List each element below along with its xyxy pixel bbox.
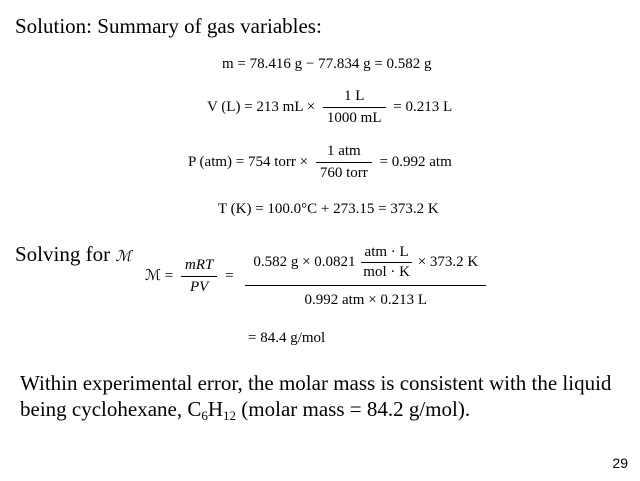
pressure-equation [188, 143, 452, 182]
molar-mass-result: = 84.4 g/mol [248, 330, 326, 346]
pressure-fraction-den: 760 torr [319, 165, 368, 181]
pressure-lhs: P (atm) = 754 torr × [188, 153, 309, 170]
pressure-fraction [316, 143, 372, 182]
gas-constant-unit [361, 244, 412, 281]
solving-label-text: Solving for [15, 242, 111, 266]
conclusion-after: (molar mass = 84.2 g/mol). [236, 397, 471, 421]
volume-rhs: = 0.213 L [393, 98, 453, 115]
carbon-subscript: 6 [201, 408, 208, 423]
mass-equation: m = 78.416 g − 77.834 g = 0.582 g [222, 56, 432, 72]
volume-lhs: V (L) = 213 mL × [207, 98, 316, 115]
gas-unit-num: atm · L [361, 244, 412, 263]
conclusion-before: Within experimental error, the molar mass is consistent with the liquid being cyclohexane, C [20, 371, 612, 421]
conclusion-text [20, 370, 625, 429]
volume-fraction-num: 1 L [323, 88, 386, 108]
numeric-fraction-num [245, 244, 486, 286]
hydrogen-symbol: H [207, 397, 224, 421]
molar-mass-symbol: ℳ [115, 247, 132, 265]
formula-equals: = [225, 267, 234, 284]
volume-fraction-den: 1000 mL [326, 110, 382, 126]
molar-mass-lhs: ℳ = [145, 267, 174, 284]
hydrogen-subscript: 12 [223, 408, 237, 423]
numeric-fraction-den: 0.992 atm × 0.213 L [304, 292, 428, 308]
formula-num: mRT [181, 257, 217, 277]
formula-den: PV [190, 279, 209, 295]
temperature-equation: T (K) = 100.0°C + 273.15 = 373.2 K [218, 201, 439, 217]
molar-mass-equation [145, 244, 486, 309]
gas-unit-den: mol · K [363, 264, 410, 280]
numeric-num-right: × 373.2 K [417, 253, 479, 270]
slide-title: Solution: Summary of gas variables: [15, 14, 322, 38]
formula-fraction [181, 257, 217, 296]
pressure-rhs: = 0.992 atm [379, 153, 452, 170]
volume-equation [207, 88, 452, 127]
numeric-fraction [245, 244, 486, 309]
pressure-fraction-num: 1 atm [316, 143, 372, 163]
solving-label [15, 242, 131, 267]
numeric-num-left: 0.582 g × 0.0821 [253, 253, 356, 270]
page-number: 29 [612, 455, 628, 471]
volume-fraction [323, 88, 386, 127]
